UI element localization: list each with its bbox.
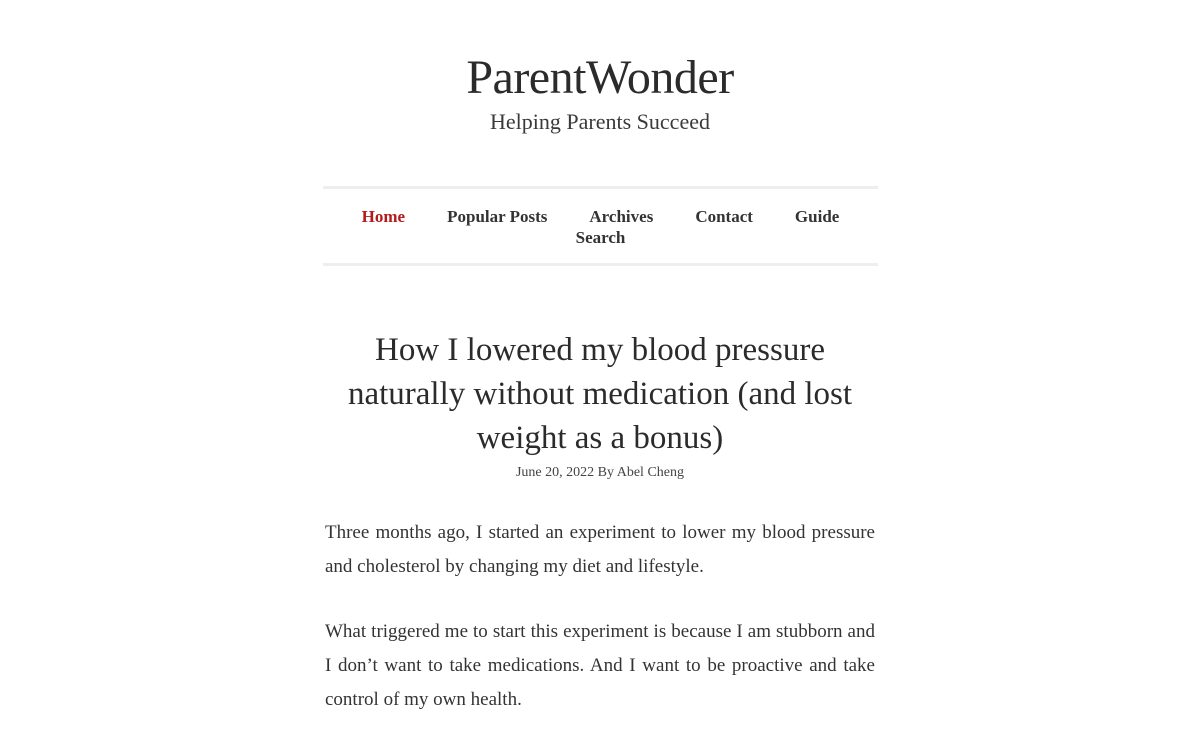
post-by: By — [597, 465, 614, 480]
post-author-link[interactable]: Abel Cheng — [616, 465, 684, 480]
nav-item-guide[interactable]: Guide — [794, 207, 840, 226]
nav-item-search[interactable]: Search — [575, 228, 626, 247]
site-title[interactable]: ParentWonder — [466, 51, 734, 104]
post — [325, 328, 875, 717]
nav-item-contact[interactable]: Contact — [695, 207, 753, 226]
post-body — [325, 516, 875, 717]
nav-row-secondary — [323, 227, 878, 248]
post-meta — [325, 464, 875, 482]
post-paragraph: Three months ago, I started an experiment to lower my blood pressure and cholesterol by changing my diet and lifestyle. — [325, 522, 875, 577]
post-date: June 20, 2022 — [515, 465, 595, 480]
post-title[interactable]: How I lowered my blood pressure naturally without medication (and lost weight as a bonus) — [347, 332, 853, 456]
post-paragraph: What triggered me to start this experiment is because I am stubborn and I don’t want to take medications. And I want to be proactive and take control of my own health. — [325, 621, 875, 710]
site-header — [0, 48, 1200, 136]
nav-item-archives[interactable]: Archives — [589, 207, 654, 226]
nav-item-popular-posts[interactable]: Popular Posts — [447, 207, 548, 226]
nav-item-home[interactable]: Home — [361, 207, 406, 226]
main-nav — [323, 186, 878, 266]
nav-row-primary — [323, 206, 878, 227]
site-tagline: Helping Parents Succeed — [490, 109, 710, 134]
